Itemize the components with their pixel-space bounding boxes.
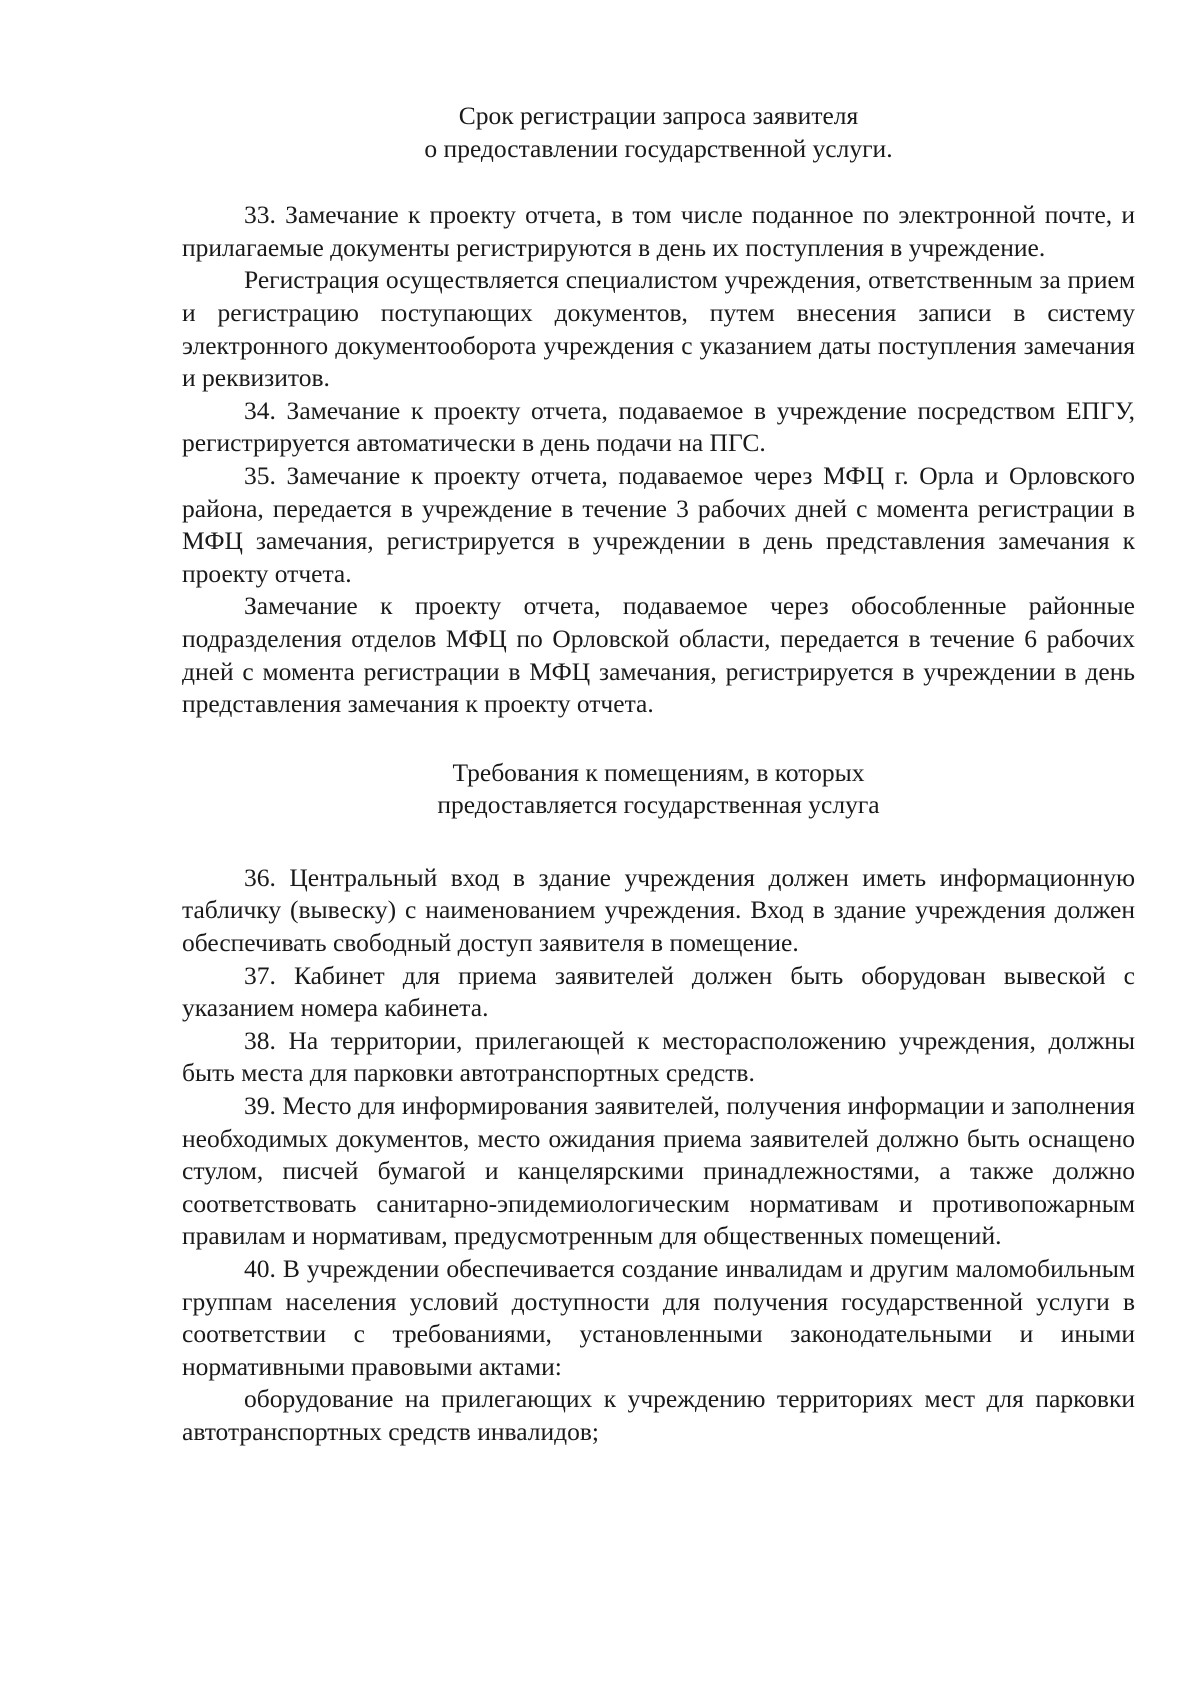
paragraph-40: 40. В учреждении обеспечивается создание инвалидам и другим маломобильным группам населения условий доступности для получения государственной услуги в соответствии с требованиями, установленными законодательными и иными нормативными правовыми актами: [182, 1254, 1135, 1381]
section-heading-premises [182, 757, 1135, 822]
paragraph-36: 36. Центральный вход в здание учреждения должен иметь информационную табличку (вывеску) с наименованием учреждения. Вход в здание учреждения должен обеспечивать свободный доступ заявителя в помещение. [182, 862, 1135, 958]
heading-line: Срок регистрации запроса заявителя [458, 101, 859, 130]
heading-line: предоставляется государственная услуга [437, 790, 880, 820]
paragraph-35-districts: Замечание к проекту отчета, подаваемое через обособленные районные подразделения отделов МФЦ по Орловской области, передается в течение 6 рабочих дней с момента регистрации в МФЦ замечания, регистрируется в учреждении в день представления замечания к проекту отчета. [182, 591, 1135, 719]
paragraph-39: 39. Место для информирования заявителей, получения информации и заполнения необходимых документов, место ожидания приема заявителей должно быть оснащено стулом, писчей бумагой и канцелярскими принадлежностями, а также должно соответствовать санитарно-эпидемиологическим нормативам и противопожарным правилам и нормативам, предусмотренным для общественных помещений. [182, 1091, 1135, 1251]
heading-line: о предоставлении государственной услуги. [424, 133, 893, 163]
paragraph-34: 34. Замечание к проекту отчета, подаваемое в учреждение посредством ЕПГУ, регистрируется автоматически в день подачи на ПГС. [182, 395, 1135, 458]
paragraph-33: 33. Замечание к проекту отчета, в том числе поданное по электронной почте, и прилагаемые документы регистрируются в день их поступления в учреждение. [182, 200, 1135, 262]
paragraph-40-parking: оборудование на прилегающих к учреждению территориях мест для парковки автотранспортных средств инвалидов; [182, 1384, 1135, 1446]
paragraph-37: 37. Кабинет для приема заявителей должен быть оборудован вывеской с указанием номера кабинета. [182, 960, 1135, 1023]
heading-line: Требования к помещениям, в которых [452, 757, 865, 787]
paragraph-38: 38. На территории, прилегающей к месторасположению учреждения, должны быть места для парковки автотранспортных средств. [182, 1025, 1135, 1088]
paragraph-35: 35. Замечание к проекту отчета, подаваемое через МФЦ г. Орла и Орловского района, передается в учреждение в течение 3 рабочих дней с момента регистрации в МФЦ замечания, регистрируется в учреждении в день представления замечания к проекту отчета. [182, 460, 1135, 588]
paragraph-registration: Регистрация осуществляется специалистом учреждения, ответственным за прием и регистрацию поступающих документов, путем внесения записи в систему электронного документооборота учреждения с указанием даты поступления замечания и реквизитов. [182, 265, 1135, 393]
section-heading-registration [182, 100, 1135, 165]
document-body [182, 100, 1135, 1449]
